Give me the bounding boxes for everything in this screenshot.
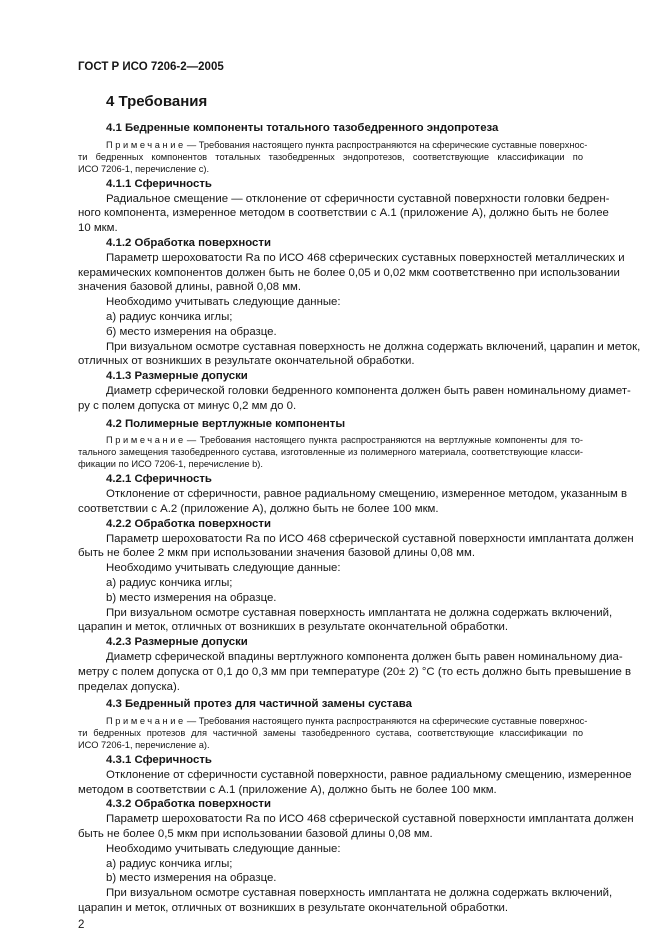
paragraph — [78, 857, 583, 872]
text-line: При визуальном осмотре суставная поверхность не должна содержать включений, царапин и меток, — [106, 340, 641, 353]
text-line: методом в соответствии с А.1 (приложение А), должно быть не более 100 мкм. — [78, 783, 497, 796]
text-line — [78, 139, 588, 151]
section-heading: 4.2 Полимерные вертлужные компоненты — [106, 417, 346, 430]
text-line: фикации по ИСО 7206-1, перечисление b). — [78, 459, 263, 470]
paragraph — [78, 812, 634, 842]
section-title: 4 Требования — [106, 93, 208, 110]
text-line — [78, 715, 588, 727]
note-label: Примечание — [106, 139, 186, 150]
paragraph — [78, 384, 631, 414]
text-line: Отклонение от сферичности суставной поверхности, равное радиальному смещению, измеренное — [106, 768, 632, 781]
section-heading: 4.3 Бедренный протез для частичной замены сустава — [106, 698, 412, 711]
text-line: ти бедренных компонентов тотальных тазобедренных эндопротезов, соответствующие классификации по — [78, 151, 583, 162]
paragraph — [78, 768, 632, 798]
text-line: значения базовой длины, равной 0,08 мм. — [78, 281, 302, 294]
text-line: б) место измерения на образце. — [106, 325, 277, 338]
paragraph — [78, 340, 641, 370]
text-line: царапин и меток, отличных от возникших в результате окончательной обработки. — [78, 621, 509, 634]
text-line: ного компонента, измеренное методом в соответствии с А.1 (приложение А), должно быть не более — [78, 207, 609, 220]
note-text: — Требования настоящего пункта распространяются на сферические суставные поверхнос- — [186, 716, 588, 727]
text-line: Диаметр сферической впадины вертлужного компонента должен быть равен номинальному диа- — [106, 650, 623, 663]
text-line: 10 мкм. — [78, 222, 118, 235]
text-line — [78, 434, 583, 446]
text-line: ИСО 7206-1, перечисление с). — [78, 163, 210, 174]
note — [78, 139, 588, 175]
text-line: Диаметр сферической головки бедренного компонента должен быть равен номинальному диамет- — [106, 384, 631, 397]
subsection-heading: 4.2.2 Обработка поверхности — [106, 517, 271, 530]
section-heading: 4.1 Бедренные компоненты тотального тазобедренного эндопротеза — [106, 122, 499, 134]
text-line: пределах допуска). — [78, 680, 180, 693]
text-line: Радиальное смещение — отклонение от сферичности суставной поверхности головки бедрен- — [106, 192, 610, 205]
text-line: Отклонение от сферичности, равное радиальному смещению, измеренное методом, указанным в — [106, 488, 628, 501]
text-line: а) радиус кончика иглы; — [106, 857, 233, 870]
paragraph — [78, 606, 613, 636]
subsection-heading: 4.2.1 Сферичность — [106, 473, 212, 486]
text-line: отличных от возникших в результате окончательной обработки. — [78, 355, 415, 368]
text-line: ИСО 7206-1, перечисление а). — [78, 740, 210, 751]
note — [78, 434, 583, 470]
note-text: — Требования настоящего пункта распространяются на сферические суставные поверхнос- — [186, 139, 588, 150]
text-line: керамических компонентов должен быть не более 0,05 и 0,02 мкм соответственно при использовании — [78, 266, 620, 279]
paragraph — [78, 251, 625, 295]
text-line: быть не более 2 мкм при использовании значения базовой длины 0,08 мм. — [78, 547, 476, 560]
text-line: b) место измерения на образце. — [106, 591, 277, 604]
text-line: Необходимо учитывать следующие данные: — [106, 842, 341, 855]
subsection-heading: 4.3.2 Обработка поверхности — [106, 798, 271, 811]
paragraph — [78, 650, 632, 694]
text-line: быть не более 0,5 мкм при использовании базовой длины 0,08 мм. — [78, 828, 433, 841]
text-line: Необходимо учитывать следующие данные: — [106, 296, 341, 309]
paragraph — [78, 561, 583, 576]
text-line: метру с полем допуска от 0,1 до 0,3 мм при температуре (20± 2) °С (то есть должно быть превышение в — [78, 665, 632, 678]
text-line: Параметр шероховатости Ra по ИСО 468 сферических суставных поверхностей металлических и — [106, 251, 625, 264]
text-line: Параметр шероховатости Ra по ИСО 468 сферической суставной поверхности имплантата должен — [106, 532, 634, 545]
text-line: царапин и меток, отличных от возникших в результате окончательной обработки. — [78, 902, 509, 915]
paragraph — [78, 192, 610, 236]
paragraph — [78, 591, 583, 606]
text-line: При визуальном осмотре суставная поверхность имплантата не должна содержать включений, — [106, 606, 613, 619]
paragraph — [78, 310, 583, 325]
paragraph — [78, 487, 628, 517]
text-line: Параметр шероховатости Ra по ИСО 468 сферической суставной поверхности имплантата должен — [106, 813, 634, 826]
paragraph — [78, 295, 583, 310]
subsection-heading: 4.1.1 Сферичность — [106, 177, 212, 190]
text-line: ру с полем допуска от минус 0,2 мм до 0. — [78, 399, 297, 412]
text-line: b) место измерения на образце. — [106, 872, 277, 885]
text-line: соответствии с А.2 (приложение А), должно быть не более 100 мкм. — [78, 502, 439, 515]
paragraph — [78, 842, 583, 857]
note-label: Примечание — [106, 435, 186, 446]
text-line: тального замещения тазобедренного сустава, изготовленные из полимерного материала, соответствующие класси- — [78, 447, 583, 458]
subsection-heading: 4.2.3 Размерные допуски — [106, 636, 248, 649]
page-number: 2 — [78, 919, 85, 931]
paragraph — [78, 325, 583, 340]
document-body — [78, 121, 641, 916]
paragraph — [78, 871, 583, 886]
note-label: Примечание — [106, 716, 186, 727]
text-line: При визуальном осмотре суставная поверхность имплантата не должна содержать включений, — [106, 887, 613, 900]
paragraph — [78, 576, 583, 591]
note-text: — Требования настоящего пункта распространяются на вертлужные компоненты для то- — [186, 435, 583, 446]
text-line: Необходимо учитывать следующие данные: — [106, 562, 341, 575]
subsection-heading: 4.1.2 Обработка поверхности — [106, 236, 271, 249]
subsection-heading: 4.1.3 Размерные допуски — [106, 370, 248, 383]
text-line: ти бедренных протезов для частичной замены тазобедренного сустава, соответствующие классификации по — [78, 728, 583, 739]
subsection-heading: 4.3.1 Сферичность — [106, 754, 212, 767]
document-header: ГОСТ Р ИСО 7206-2—2005 — [78, 61, 224, 73]
paragraph — [78, 532, 634, 562]
text-line: а) радиус кончика иглы; — [106, 310, 233, 323]
paragraph — [78, 886, 613, 916]
text-line: а) радиус кончика иглы; — [106, 576, 233, 589]
note — [78, 715, 588, 751]
